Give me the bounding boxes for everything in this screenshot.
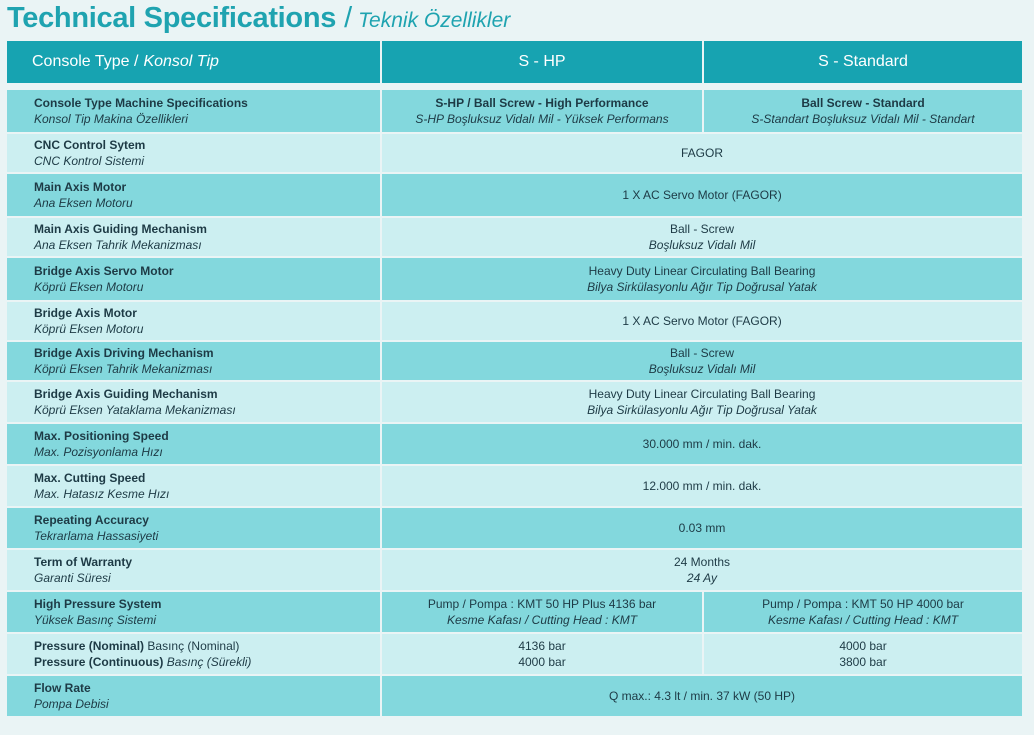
label-en: Bridge Axis Motor bbox=[34, 306, 137, 320]
label-en: Bridge Axis Servo Motor bbox=[34, 264, 174, 278]
label-tr: Köprü Eksen Tahrik Mekanizması bbox=[34, 362, 213, 376]
label-en: Max. Positioning Speed bbox=[34, 429, 169, 443]
header-col-standard: S - Standard bbox=[704, 41, 1022, 83]
value-shared bbox=[382, 302, 1022, 340]
value-text: Q max.: 4.3 lt / min. 37 kW (50 HP) bbox=[608, 689, 796, 703]
value-text: 4136 bar bbox=[518, 639, 566, 653]
value-shared bbox=[382, 424, 1022, 464]
label-tr: Max. Hatasız Kesme Hızı bbox=[34, 487, 170, 501]
value-shp bbox=[382, 592, 702, 632]
table-row bbox=[7, 466, 1022, 506]
value-text-tr: Kesme Kafası / Cutting Head : KMT bbox=[446, 613, 638, 627]
label-en: Term of Warranty bbox=[34, 555, 133, 569]
label-tr: Garanti Süresi bbox=[34, 571, 111, 585]
value-shared bbox=[382, 508, 1022, 548]
value-text: 12.000 mm / min. dak. bbox=[642, 479, 762, 493]
row-label bbox=[7, 90, 380, 132]
table-row bbox=[7, 134, 1022, 172]
spec-table bbox=[7, 41, 1022, 718]
label-en: Repeating Accuracy bbox=[34, 513, 149, 527]
row-label bbox=[7, 466, 380, 506]
label-tr: Köprü Eksen Yataklama Mekanizması bbox=[34, 403, 236, 417]
value-en: Ball Screw - Standard bbox=[801, 96, 925, 110]
title-separator: / bbox=[344, 2, 353, 34]
label-tr: Pompa Debisi bbox=[34, 697, 109, 711]
value-text: 0.03 mm bbox=[678, 521, 726, 535]
label-en: Flow Rate bbox=[34, 681, 91, 695]
label-tr: Köprü Eksen Motoru bbox=[34, 280, 144, 294]
table-header bbox=[7, 41, 1022, 83]
label-en: Pressure (Nominal) bbox=[34, 639, 145, 653]
label-tr: Basınç (Sürekli) bbox=[166, 655, 252, 669]
row-label bbox=[7, 174, 380, 216]
row-label bbox=[7, 634, 380, 674]
header-console-type bbox=[7, 41, 380, 83]
label-en: Main Axis Motor bbox=[34, 180, 127, 194]
value-text: 30.000 mm / min. dak. bbox=[642, 437, 762, 451]
value-tr: S-HP Boşluksuz Vidalı Mil - Yüksek Performans bbox=[415, 112, 669, 126]
title-english: Technical Specifications bbox=[7, 2, 337, 34]
label-tr: Köprü Eksen Motoru bbox=[34, 322, 144, 336]
row-label bbox=[7, 342, 380, 380]
value-standard bbox=[704, 634, 1022, 674]
table-row bbox=[7, 424, 1022, 464]
row-label bbox=[7, 382, 380, 422]
value-text: 4000 bar bbox=[518, 655, 566, 669]
value-shared bbox=[382, 676, 1022, 716]
row-label bbox=[7, 550, 380, 590]
row-label bbox=[7, 676, 380, 716]
value-shared bbox=[382, 550, 1022, 590]
page-title bbox=[7, 2, 510, 38]
table-row bbox=[7, 634, 1022, 674]
value-en: S-HP / Ball Screw - High Performance bbox=[435, 96, 649, 110]
header-label-en: Console Type / bbox=[32, 53, 139, 70]
value-text-tr: Kesme Kafası / Cutting Head : KMT bbox=[767, 613, 959, 627]
row-label bbox=[7, 258, 380, 300]
table-row bbox=[7, 174, 1022, 216]
row-label bbox=[7, 218, 380, 256]
label-tr: Basınç (Nominal) bbox=[147, 639, 240, 653]
value-text: Ball - Screw bbox=[669, 346, 734, 360]
row-label bbox=[7, 592, 380, 632]
table-row bbox=[7, 90, 1022, 132]
value-shp bbox=[382, 90, 702, 132]
value-text: 1 X AC Servo Motor (FAGOR) bbox=[622, 314, 782, 328]
row-label bbox=[7, 424, 380, 464]
value-text: 24 Months bbox=[673, 555, 731, 569]
table-row bbox=[7, 258, 1022, 300]
label-en: Main Axis Guiding Mechanism bbox=[34, 222, 207, 236]
value-standard bbox=[704, 592, 1022, 632]
value-text: Pump / Pompa : KMT 50 HP Plus 4136 bar bbox=[427, 597, 657, 611]
label-en: Max. Cutting Speed bbox=[34, 471, 146, 485]
value-tr: S-Standart Boşluksuz Vidalı Mil - Standart bbox=[751, 112, 975, 126]
value-text-tr: Bilya Sirkülasyonlu Ağır Tip Doğrusal Yatak bbox=[587, 403, 817, 417]
header-col-shp: S - HP bbox=[382, 41, 702, 83]
title-turkish: Teknik Özellikler bbox=[358, 9, 511, 32]
header-label-tr: Konsol Tip bbox=[143, 53, 219, 70]
value-shp bbox=[382, 634, 702, 674]
table-row bbox=[7, 342, 1022, 380]
value-text: FAGOR bbox=[680, 146, 723, 160]
label-tr: Max. Pozisyonlama Hızı bbox=[34, 445, 163, 459]
table-row bbox=[7, 382, 1022, 422]
table-row bbox=[7, 508, 1022, 548]
value-text: 1 X AC Servo Motor (FAGOR) bbox=[622, 188, 782, 202]
value-text: Heavy Duty Linear Circulating Ball Bearing bbox=[588, 264, 816, 278]
table-row bbox=[7, 550, 1022, 590]
label-tr: Ana Eksen Motoru bbox=[34, 196, 133, 210]
label-en: Console Type Machine Specifications bbox=[34, 96, 248, 110]
value-text: 4000 bar bbox=[839, 639, 887, 653]
label-tr: Tekrarlama Hassasiyeti bbox=[34, 529, 159, 543]
value-shared bbox=[382, 134, 1022, 172]
label-en: High Pressure System bbox=[34, 597, 162, 611]
label-en: Bridge Axis Guiding Mechanism bbox=[34, 387, 218, 401]
label-tr: Ana Eksen Tahrik Mekanizması bbox=[34, 238, 202, 252]
table-row bbox=[7, 676, 1022, 716]
value-shared bbox=[382, 174, 1022, 216]
value-text-tr: Bilya Sirkülasyonlu Ağır Tip Doğrusal Yatak bbox=[587, 280, 817, 294]
value-shared bbox=[382, 218, 1022, 256]
value-text-tr: Boşluksuz Vidalı Mil bbox=[648, 362, 756, 376]
value-shared bbox=[382, 258, 1022, 300]
value-text-tr: 24 Ay bbox=[686, 571, 718, 585]
label-en: Bridge Axis Driving Mechanism bbox=[34, 346, 214, 360]
row-label bbox=[7, 134, 380, 172]
value-text-tr: Boşluksuz Vidalı Mil bbox=[648, 238, 756, 252]
value-shared bbox=[382, 342, 1022, 380]
value-text: Ball - Screw bbox=[669, 222, 734, 236]
value-text: Pump / Pompa : KMT 50 HP 4000 bar bbox=[762, 597, 964, 611]
label-line-1 bbox=[34, 638, 380, 654]
value-shared bbox=[382, 466, 1022, 506]
label-line-2 bbox=[34, 654, 380, 670]
label-tr: CNC Kontrol Sistemi bbox=[34, 154, 145, 168]
table-row bbox=[7, 302, 1022, 340]
label-en: Pressure (Continuous) bbox=[34, 655, 164, 669]
value-text: Heavy Duty Linear Circulating Ball Bearing bbox=[588, 387, 816, 401]
label-en: CNC Control Sytem bbox=[34, 138, 146, 152]
table-row bbox=[7, 218, 1022, 256]
value-text: 3800 bar bbox=[839, 655, 887, 669]
label-tr: Konsol Tip Makina Özellikleri bbox=[34, 112, 188, 126]
value-shared bbox=[382, 382, 1022, 422]
value-standard bbox=[704, 90, 1022, 132]
row-label bbox=[7, 302, 380, 340]
row-label bbox=[7, 508, 380, 548]
label-tr: Yüksek Basınç Sistemi bbox=[34, 613, 157, 627]
table-row bbox=[7, 592, 1022, 632]
